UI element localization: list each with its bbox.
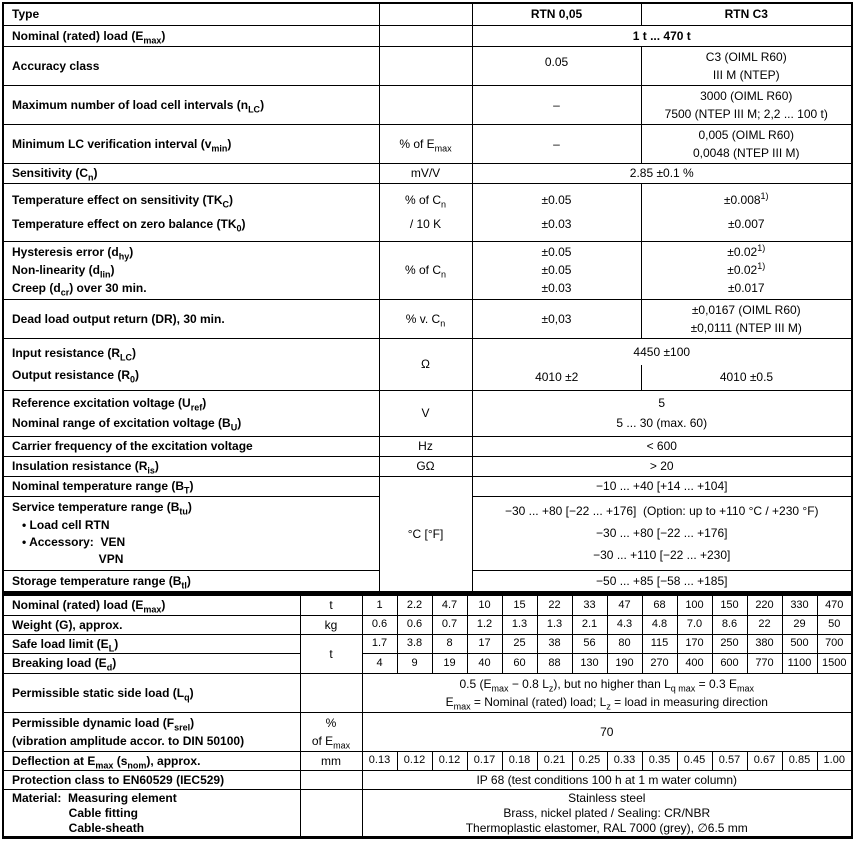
column-header-cell: RTN C3 [641, 3, 852, 26]
row-label-cell: Deflection at $E_{max}$ $(s_{nom})$, approx. [3, 752, 300, 771]
value-cell: 0.05 [472, 47, 641, 86]
value-cell: 4.7 [432, 595, 467, 616]
value-cell: 770 [747, 654, 782, 674]
unit-cell: % of $C_n$ [379, 242, 472, 300]
value-cell: 0.6 [362, 616, 397, 635]
table-row [3, 595, 852, 616]
value-cell: −50 ... +85 [−58 ... +185] [472, 571, 852, 593]
row-label-cell: Permissible dynamic load $(F_{srel})$ (vibration amplitude accor. to DIN 50100) [3, 713, 300, 752]
value-cell: 220 [747, 595, 782, 616]
value-cell: ±0,0167 (OIML R60) ±0,0111 (NTEP III M) [641, 300, 852, 339]
row-label-cell: Storage temperature range $(B_{tl})$ [3, 571, 379, 593]
value-cell: 2.2 [397, 595, 432, 616]
unit-cell [379, 26, 472, 47]
value-cell: 10 [467, 595, 502, 616]
unit-cell [379, 47, 472, 86]
value-cell: 0.35 [642, 752, 677, 771]
row-label-cell: Service temperature range $(B_{tu})$ • Load cell RTN • Accessory: VEN VPN [3, 497, 379, 571]
table-row [3, 477, 852, 497]
value-cell: 0.85 [782, 752, 817, 771]
value-cell: $\pm 0.02^{1)}$ $\pm 0.02^{1)}$ ±0.017 [641, 242, 852, 300]
value-cell: 1500 [817, 654, 852, 674]
table-row [3, 339, 852, 391]
table-row [3, 752, 852, 771]
load-specs-table [2, 594, 853, 839]
row-label-cell: Dead load output return (DR), 30 min. [3, 300, 379, 339]
value-cell: 0.33 [607, 752, 642, 771]
value-cell: 38 [537, 635, 572, 654]
value-cell: Stainless steel Brass, nickel plated / Sealing: CR/NBR Thermoplastic elastomer, RAL 7000 (grey), ∅6.5 mm [362, 790, 852, 838]
value-cell: 700 [817, 635, 852, 654]
row-label-cell: Permissible static side load $(L_q)$ [3, 674, 300, 713]
unit-cell: % of $C_n$ / 10 K [379, 184, 472, 242]
value-cell: 250 [712, 635, 747, 654]
unit-cell: V [379, 391, 472, 437]
unit-cell: kg [300, 616, 362, 635]
row-label-cell: Protection class to EN60529 (IEC529) [3, 771, 300, 790]
value-cell: 0.45 [677, 752, 712, 771]
value-cell: 17 [467, 635, 502, 654]
value-cell: 1100 [782, 654, 817, 674]
value-cell: 400 [677, 654, 712, 674]
value-cell: 88 [537, 654, 572, 674]
row-label-cell: Temperature effect on sensitivity $(TK_C)$ Temperature effect on zero balance $(TK_0)$ [3, 184, 379, 242]
unit-cell: % v. $C_n$ [379, 300, 472, 339]
value-cell: IP 68 (test conditions 100 h at 1 m water column) [362, 771, 852, 790]
value-cell: 100 [677, 595, 712, 616]
unit-cell: Ω [379, 339, 472, 391]
value-cell: > 20 [472, 457, 852, 477]
row-label-cell: Type [3, 3, 379, 26]
value-cell: 22 [537, 595, 572, 616]
value-cell: 190 [607, 654, 642, 674]
unit-cell [379, 86, 472, 125]
value-cell: 130 [572, 654, 607, 674]
value-cell: 380 [747, 635, 782, 654]
value-cell: 3000 (OIML R60) 7500 (NTEP III M; 2,2 ... 100 t) [641, 86, 852, 125]
value-cell: 7.0 [677, 616, 712, 635]
table-row [3, 242, 852, 300]
unit-cell [300, 674, 362, 713]
value-cell: – [472, 86, 641, 125]
value-cell: 4.3 [607, 616, 642, 635]
value-cell: 1.3 [537, 616, 572, 635]
unit-cell: t [300, 595, 362, 616]
value-cell: 330 [782, 595, 817, 616]
general-specs-section [2, 2, 851, 594]
value-cell: −10 ... +40 [+14 ... +104] [472, 477, 852, 497]
table-row [3, 47, 852, 86]
table-row [3, 3, 852, 26]
unit-cell [300, 771, 362, 790]
value-cell: – [472, 125, 641, 164]
value-cell: 80 [607, 635, 642, 654]
unit-cell: mm [300, 752, 362, 771]
row-label-cell: Reference excitation voltage $(U_{ref})$ Nominal range of excitation voltage $(B_U)$ [3, 391, 379, 437]
table-row [3, 457, 852, 477]
column-header-cell [379, 3, 472, 26]
value-cell: 600 [712, 654, 747, 674]
value-cell: 29 [782, 616, 817, 635]
value-cell: 4450 ±100 4010 ±2 4010 ±0.5 [472, 339, 852, 391]
value-cell: 56 [572, 635, 607, 654]
value-cell: 0.67 [747, 752, 782, 771]
unit-cell [300, 790, 362, 838]
table-row [3, 26, 852, 47]
value-cell: 500 [782, 635, 817, 654]
unit-cell: GΩ [379, 457, 472, 477]
row-label-cell: Safe load limit $(E_L)$ [3, 635, 300, 654]
unit-cell: mV/V [379, 164, 472, 184]
value-cell: 1 t ... 470 t [472, 26, 852, 47]
column-header-cell: RTN 0,05 [472, 3, 641, 26]
value-cell: 470 [817, 595, 852, 616]
value-cell: $\pm 0.008^{1)}$ ±0.007 [641, 184, 852, 242]
row-label-cell: Hysteresis error $(d_{hy})$ Non-linearity $(d_{lin})$ Creep $(d_{cr})$ over 30 min. [3, 242, 379, 300]
value-cell: 60 [502, 654, 537, 674]
value-cell: 3.8 [397, 635, 432, 654]
table-row [3, 184, 852, 242]
value-cell: 25 [502, 635, 537, 654]
value-cell: 0.17 [467, 752, 502, 771]
value-cell: 15 [502, 595, 537, 616]
unit-cell: t [300, 635, 362, 674]
value-cell: 1 [362, 595, 397, 616]
row-label-cell: Material: Measuring element Cable fitting Cable-sheath [3, 790, 300, 838]
value-cell: 2.1 [572, 616, 607, 635]
row-label-cell: Minimum LC verification interval $(v_{min})$ [3, 125, 379, 164]
row-label-cell: Maximum number of load cell intervals $(n_{LC})$ [3, 86, 379, 125]
row-label-cell: Nominal temperature range $(B_T)$ [3, 477, 379, 497]
value-cell: 270 [642, 654, 677, 674]
value-cell: 0.25 [572, 752, 607, 771]
value-cell: 1.7 [362, 635, 397, 654]
value-cell: C3 (OIML R60) III M (NTEP) [641, 47, 852, 86]
value-cell: 22 [747, 616, 782, 635]
value-cell: 4 [362, 654, 397, 674]
row-label-cell: Nominal (rated) load $(E_{max})$ [3, 26, 379, 47]
value-cell: 5 5 ... 30 (max. 60) [472, 391, 852, 437]
value-cell: 47 [607, 595, 642, 616]
value-cell: 8 [432, 635, 467, 654]
value-cell: ±0.05 ±0.03 [472, 184, 641, 242]
value-cell: 33 [572, 595, 607, 616]
table-row [3, 437, 852, 457]
value-cell: 8.6 [712, 616, 747, 635]
value-cell: 40 [467, 654, 502, 674]
value-cell: ±0,03 [472, 300, 641, 339]
value-cell: 0,005 (OIML R60) 0,0048 (NTEP III M) [641, 125, 852, 164]
value-cell: 19 [432, 654, 467, 674]
row-label-cell: Nominal (rated) load $(E_{max})$ [3, 595, 300, 616]
table-row [3, 771, 852, 790]
value-cell: 4.8 [642, 616, 677, 635]
row-label-cell: Carrier frequency of the excitation voltage [3, 437, 379, 457]
table-row [3, 616, 852, 635]
value-cell: 0.21 [537, 752, 572, 771]
value-cell: 0.12 [432, 752, 467, 771]
value-cell: 50 [817, 616, 852, 635]
value-cell: ±0.05 ±0.05 ±0.03 [472, 242, 641, 300]
row-label-cell: Sensitivity $(C_n)$ [3, 164, 379, 184]
value-cell: 150 [712, 595, 747, 616]
value-cell: 1.2 [467, 616, 502, 635]
table-row [3, 125, 852, 164]
table-row [3, 300, 852, 339]
value-cell: 1.3 [502, 616, 537, 635]
value-cell: 1.00 [817, 752, 852, 771]
table-row [3, 790, 852, 838]
value-cell: 0.12 [397, 752, 432, 771]
value-cell: 0.7 [432, 616, 467, 635]
table-row [3, 654, 852, 674]
table-row [3, 86, 852, 125]
value-cell: 9 [397, 654, 432, 674]
value-cell: 170 [677, 635, 712, 654]
value-cell: 2.85 ±0.1 % [472, 164, 852, 184]
table-row [3, 391, 852, 437]
unit-cell: °C [°F] [379, 477, 472, 593]
table-row [3, 713, 852, 752]
value-cell: 0.57 [712, 752, 747, 771]
value-cell: 0.18 [502, 752, 537, 771]
unit-cell: % of $E_{max}$ [379, 125, 472, 164]
value-cell: −30 ... +80 [−22 ... +176] (Option: up to +110 °C / +230 °F) −30 ... +80 [−22 ... +176] −30 ... +110 [−22 ... +230] [472, 497, 852, 571]
row-label-cell: Input resistance $(R_{LC})$ Output resistance $(R_0)$ [3, 339, 379, 391]
value-cell: 115 [642, 635, 677, 654]
value-cell: 68 [642, 595, 677, 616]
table-row [3, 635, 852, 654]
row-label-cell: Breaking load $(E_d)$ [3, 654, 300, 674]
row-label-cell: Insulation resistance $(R_{is})$ [3, 457, 379, 477]
value-cell: < 600 [472, 437, 852, 457]
row-label-cell: Weight (G), approx. [3, 616, 300, 635]
value-cell: 0.6 [397, 616, 432, 635]
table-row [3, 164, 852, 184]
unit-cell: % of $E_{max}$ [300, 713, 362, 752]
general-specs-table [2, 2, 853, 594]
load-specs-section [2, 594, 851, 839]
table-row [3, 674, 852, 713]
row-label-cell: Accuracy class [3, 47, 379, 86]
unit-cell: Hz [379, 437, 472, 457]
value-cell: 0.5 ($E_{max} - 0.8$ $L_z$), but no higher than $L_{q max} = 0.3$ $E_{max}$ $E_{max}$ = Nominal (rated) load; $L_z$ = load in measuring direction [362, 674, 852, 713]
value-cell: 70 [362, 713, 852, 752]
value-cell: 0.13 [362, 752, 397, 771]
